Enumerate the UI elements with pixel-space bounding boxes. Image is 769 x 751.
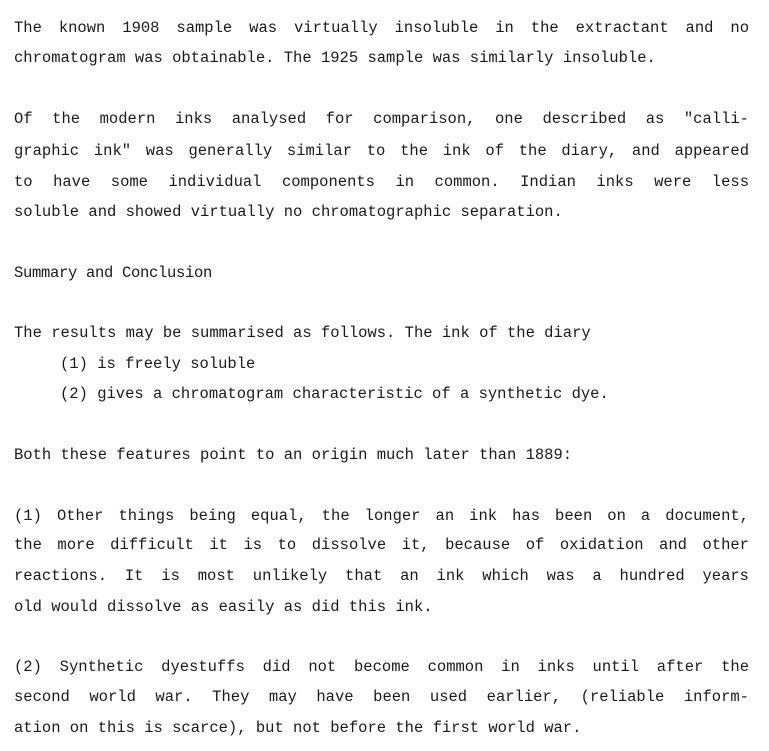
point-1-line-1: (1) Other things being equal, the longer an ink has been on a document,	[14, 507, 749, 525]
paragraph-2-line-4: soluble and showed virtually no chromatographic separation.	[14, 203, 563, 221]
paragraph-2-line-2: graphic ink" was generally similar to the ink of the diary, and appeared	[14, 142, 749, 160]
point-1-line-4: old would dissolve as easily as did this ink.	[14, 598, 433, 616]
paragraph-2-line-3: to have some individual components in common. Indian inks were less	[14, 173, 749, 191]
point-1-line-3: reactions. It is most unlikely that an ink which was a hundred years	[14, 567, 749, 585]
summary-intro-line: The results may be summarised as follows. The ink of the diary	[14, 324, 591, 342]
section-heading: Summary and Conclusion	[14, 264, 213, 282]
paragraph-1-line-1: The known 1908 sample was virtually insoluble in the extractant and no	[14, 19, 749, 37]
point-2-line-3: ation on this is scarce), but not before the first world war.	[14, 719, 582, 737]
summary-list-item-2: (2) gives a chromatogram characteristic of a synthetic dye.	[60, 385, 609, 403]
conclusion-intro-line: Both these features point to an origin much later than 1889:	[14, 446, 573, 464]
paragraph-2-line-1: Of the modern inks analysed for comparison, one described as "calli-	[14, 110, 749, 128]
point-1-line-2: the more difficult it is to dissolve it, because of oxidation and other	[14, 536, 749, 554]
paragraph-1-line-2: chromatogram was obtainable. The 1925 sample was similarly insoluble.	[14, 49, 656, 67]
point-2-line-2: second world war. They may have been used earlier, (reliable inform-	[14, 688, 749, 706]
summary-list-item-1: (1) is freely soluble	[60, 355, 256, 373]
point-2-line-1: (2) Synthetic dyestuffs did not become common in inks until after the	[14, 658, 749, 676]
